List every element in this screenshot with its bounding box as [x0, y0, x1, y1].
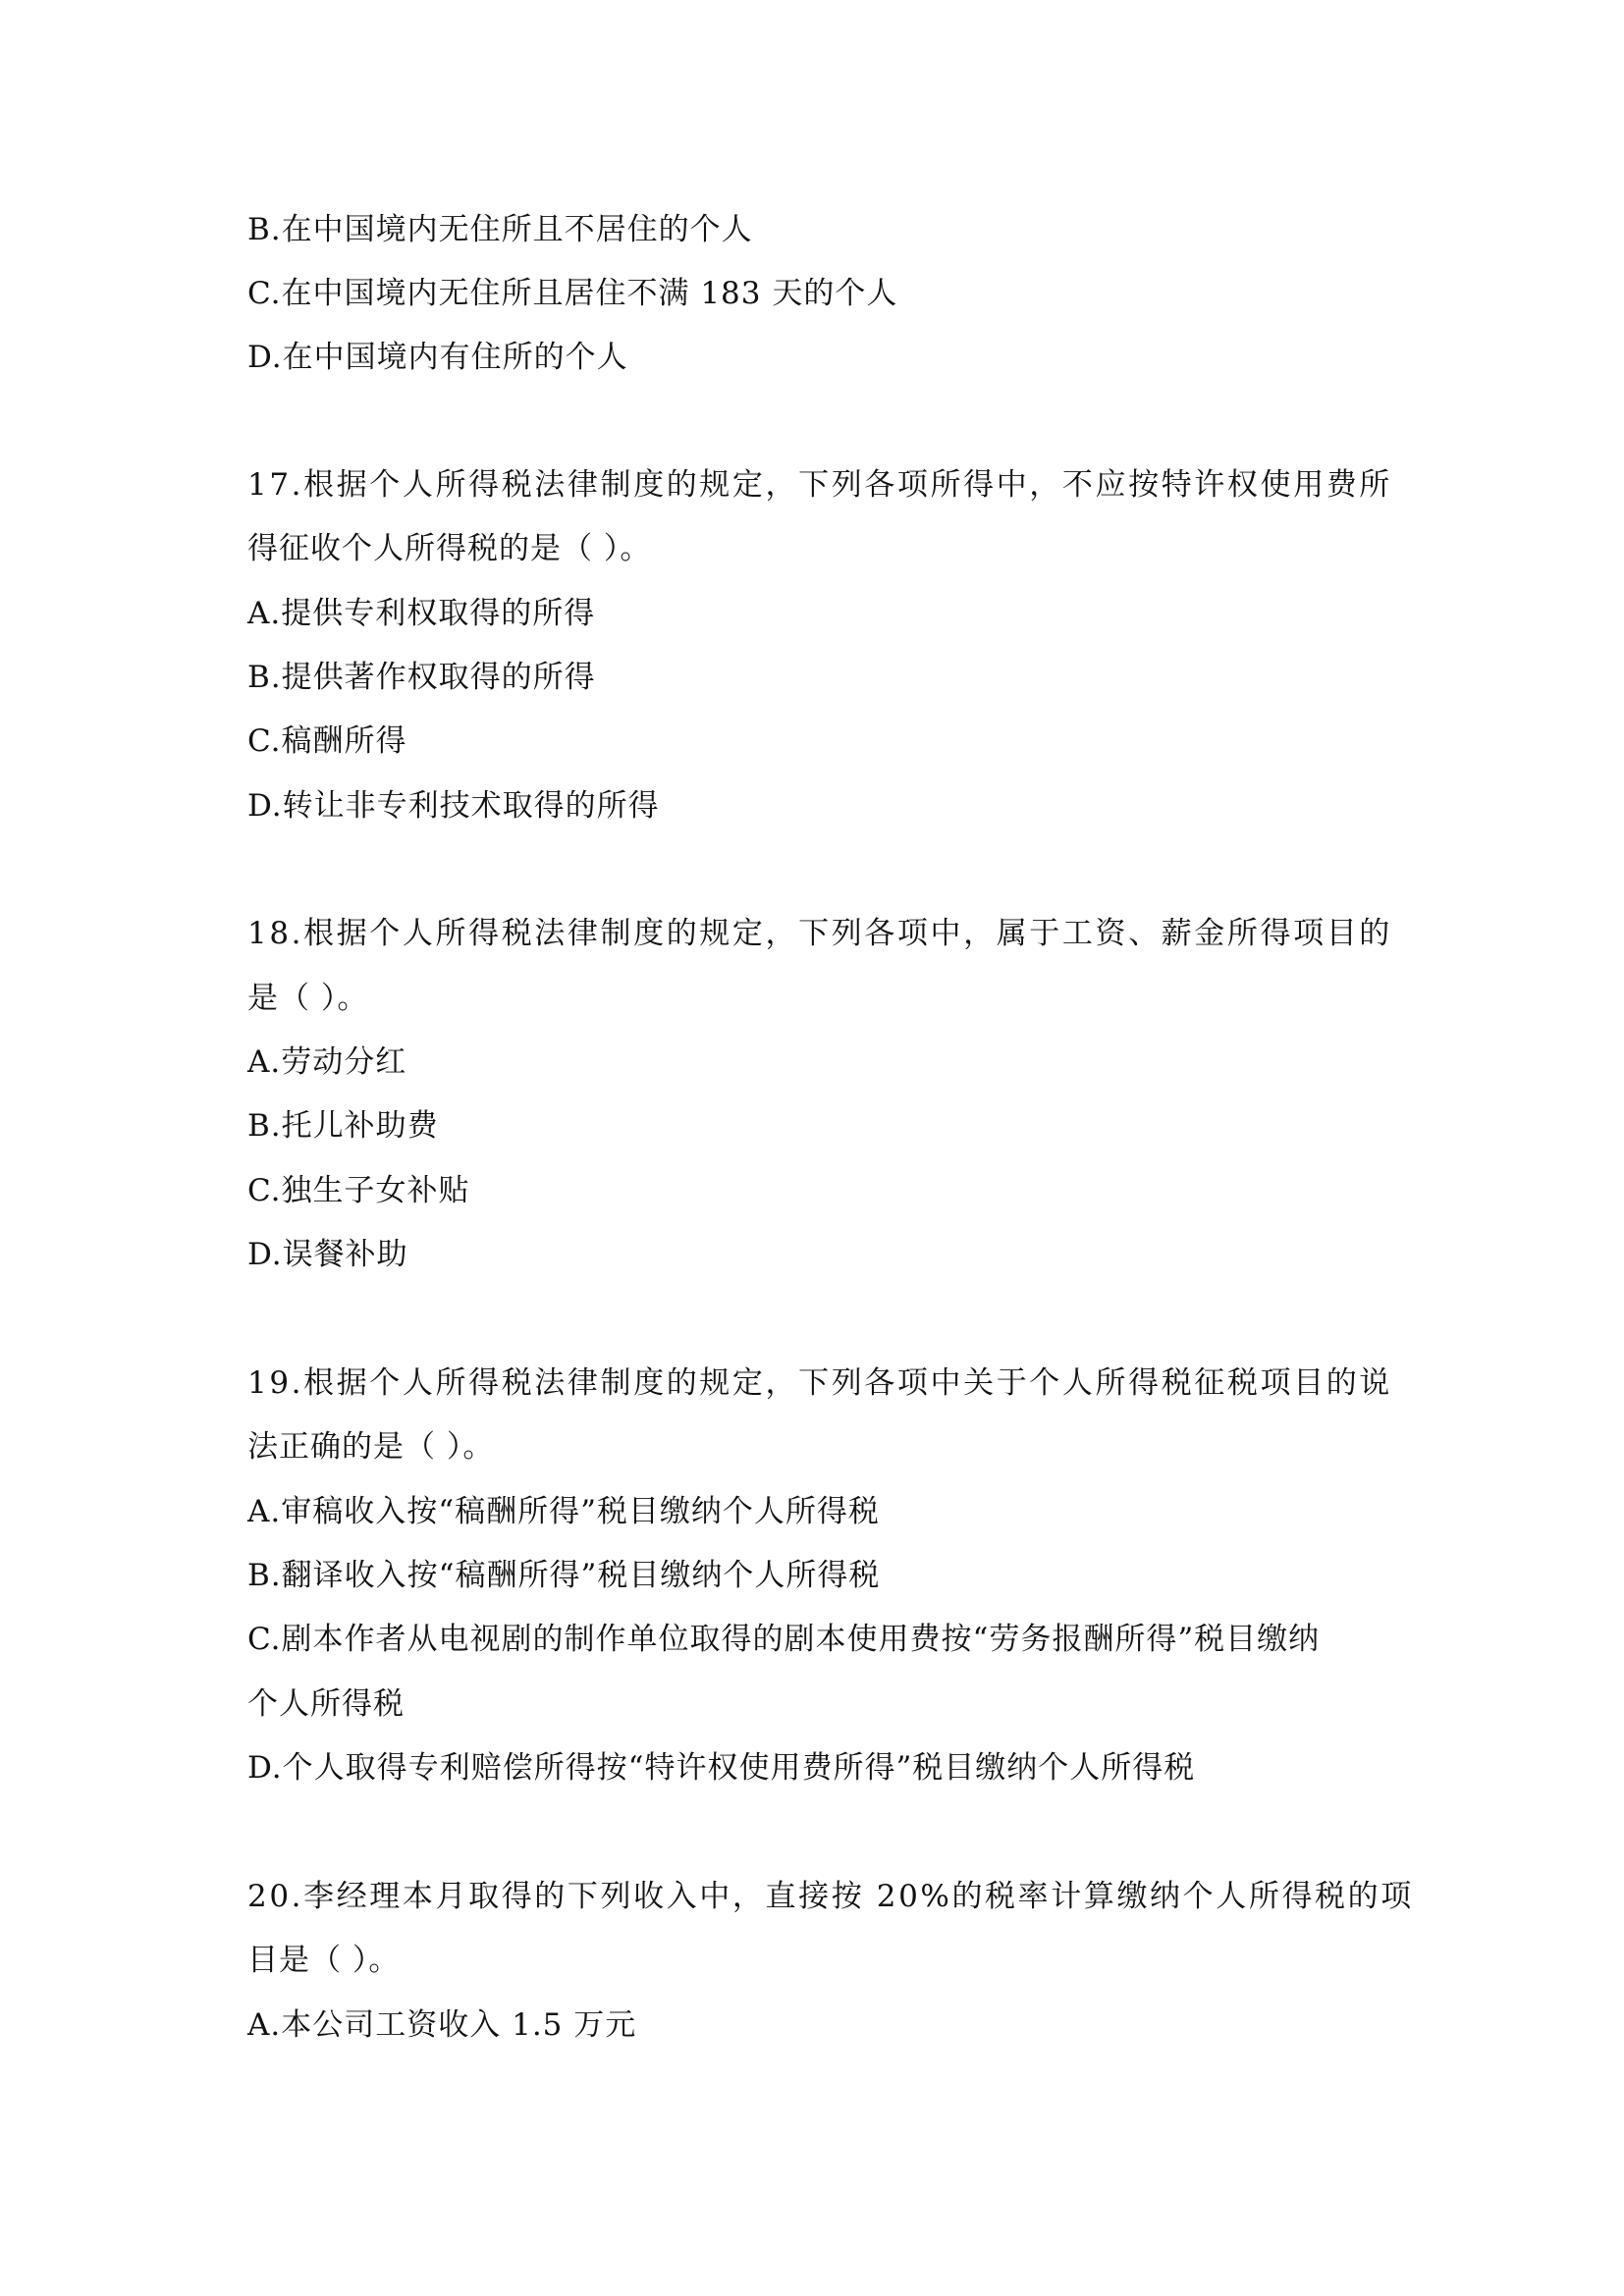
q19-stem-line-1: 19.根据个人所得税法律制度的规定，下列各项中关于个人所得税征税项目的说: [247, 1365, 1392, 1401]
q19-stem-line-2: 法正确的是（ ）。: [247, 1429, 495, 1465]
q17-option-b: B.提供著作权取得的所得: [247, 660, 596, 695]
q18-option-d: D.误餐补助: [247, 1237, 408, 1272]
q17-option-a: A.提供专利权取得的所得: [247, 596, 596, 631]
q19-option-b: B.翻译收入按“稿酬所得”税目缴纳个人所得税: [247, 1558, 881, 1593]
q17-stem-line-2: 得征收个人所得税的是（ ）。: [247, 531, 652, 566]
q19-option-c-line-2: 个人所得税: [247, 1686, 405, 1722]
q16-option-d: D.在中国境内有住所的个人: [247, 340, 628, 375]
q20-stem-line-1: 20.李经理本月取得的下列收入中，直接按 20%的税率计算缴纳个人所得税的项: [247, 1879, 1414, 1914]
q19-option-a: A.审稿收入按“稿酬所得”税目缴纳个人所得税: [247, 1494, 880, 1529]
q18-stem-line-2: 是（ ）。: [247, 981, 369, 1016]
q17-option-c: C.稿酬所得: [247, 723, 407, 759]
q20-stem-line-2: 目是（ ）。: [247, 1943, 401, 1978]
q16-option-b: B.在中国境内无住所且不居住的个人: [247, 212, 753, 247]
q18-option-c: C.独生子女补贴: [247, 1173, 470, 1208]
q17-stem-line-1: 17.根据个人所得税法律制度的规定，下列各项所得中，不应按特许权使用费所: [247, 467, 1392, 503]
q20-option-a: A.本公司工资收入 1.5 万元: [247, 2007, 637, 2043]
q18-option-b: B.托儿补助费: [247, 1108, 439, 1144]
q18-option-a: A.劳动分红: [247, 1044, 407, 1080]
q16-option-c: C.在中国境内无住所且居住不满 183 天的个人: [247, 276, 898, 311]
q18-stem-line-1: 18.根据个人所得税法律制度的规定，下列各项中，属于工资、薪金所得项目的: [247, 916, 1392, 951]
q19-option-d: D.个人取得专利赔偿所得按“特许权使用费所得”税目缴纳个人所得税: [247, 1750, 1196, 1786]
q17-option-d: D.转让非专利技术取得的所得: [247, 788, 660, 824]
q19-option-c-line-1: C.剧本作者从电视剧的制作单位取得的剧本使用费按“劳务报酬所得”税目缴纳: [247, 1622, 1321, 1657]
